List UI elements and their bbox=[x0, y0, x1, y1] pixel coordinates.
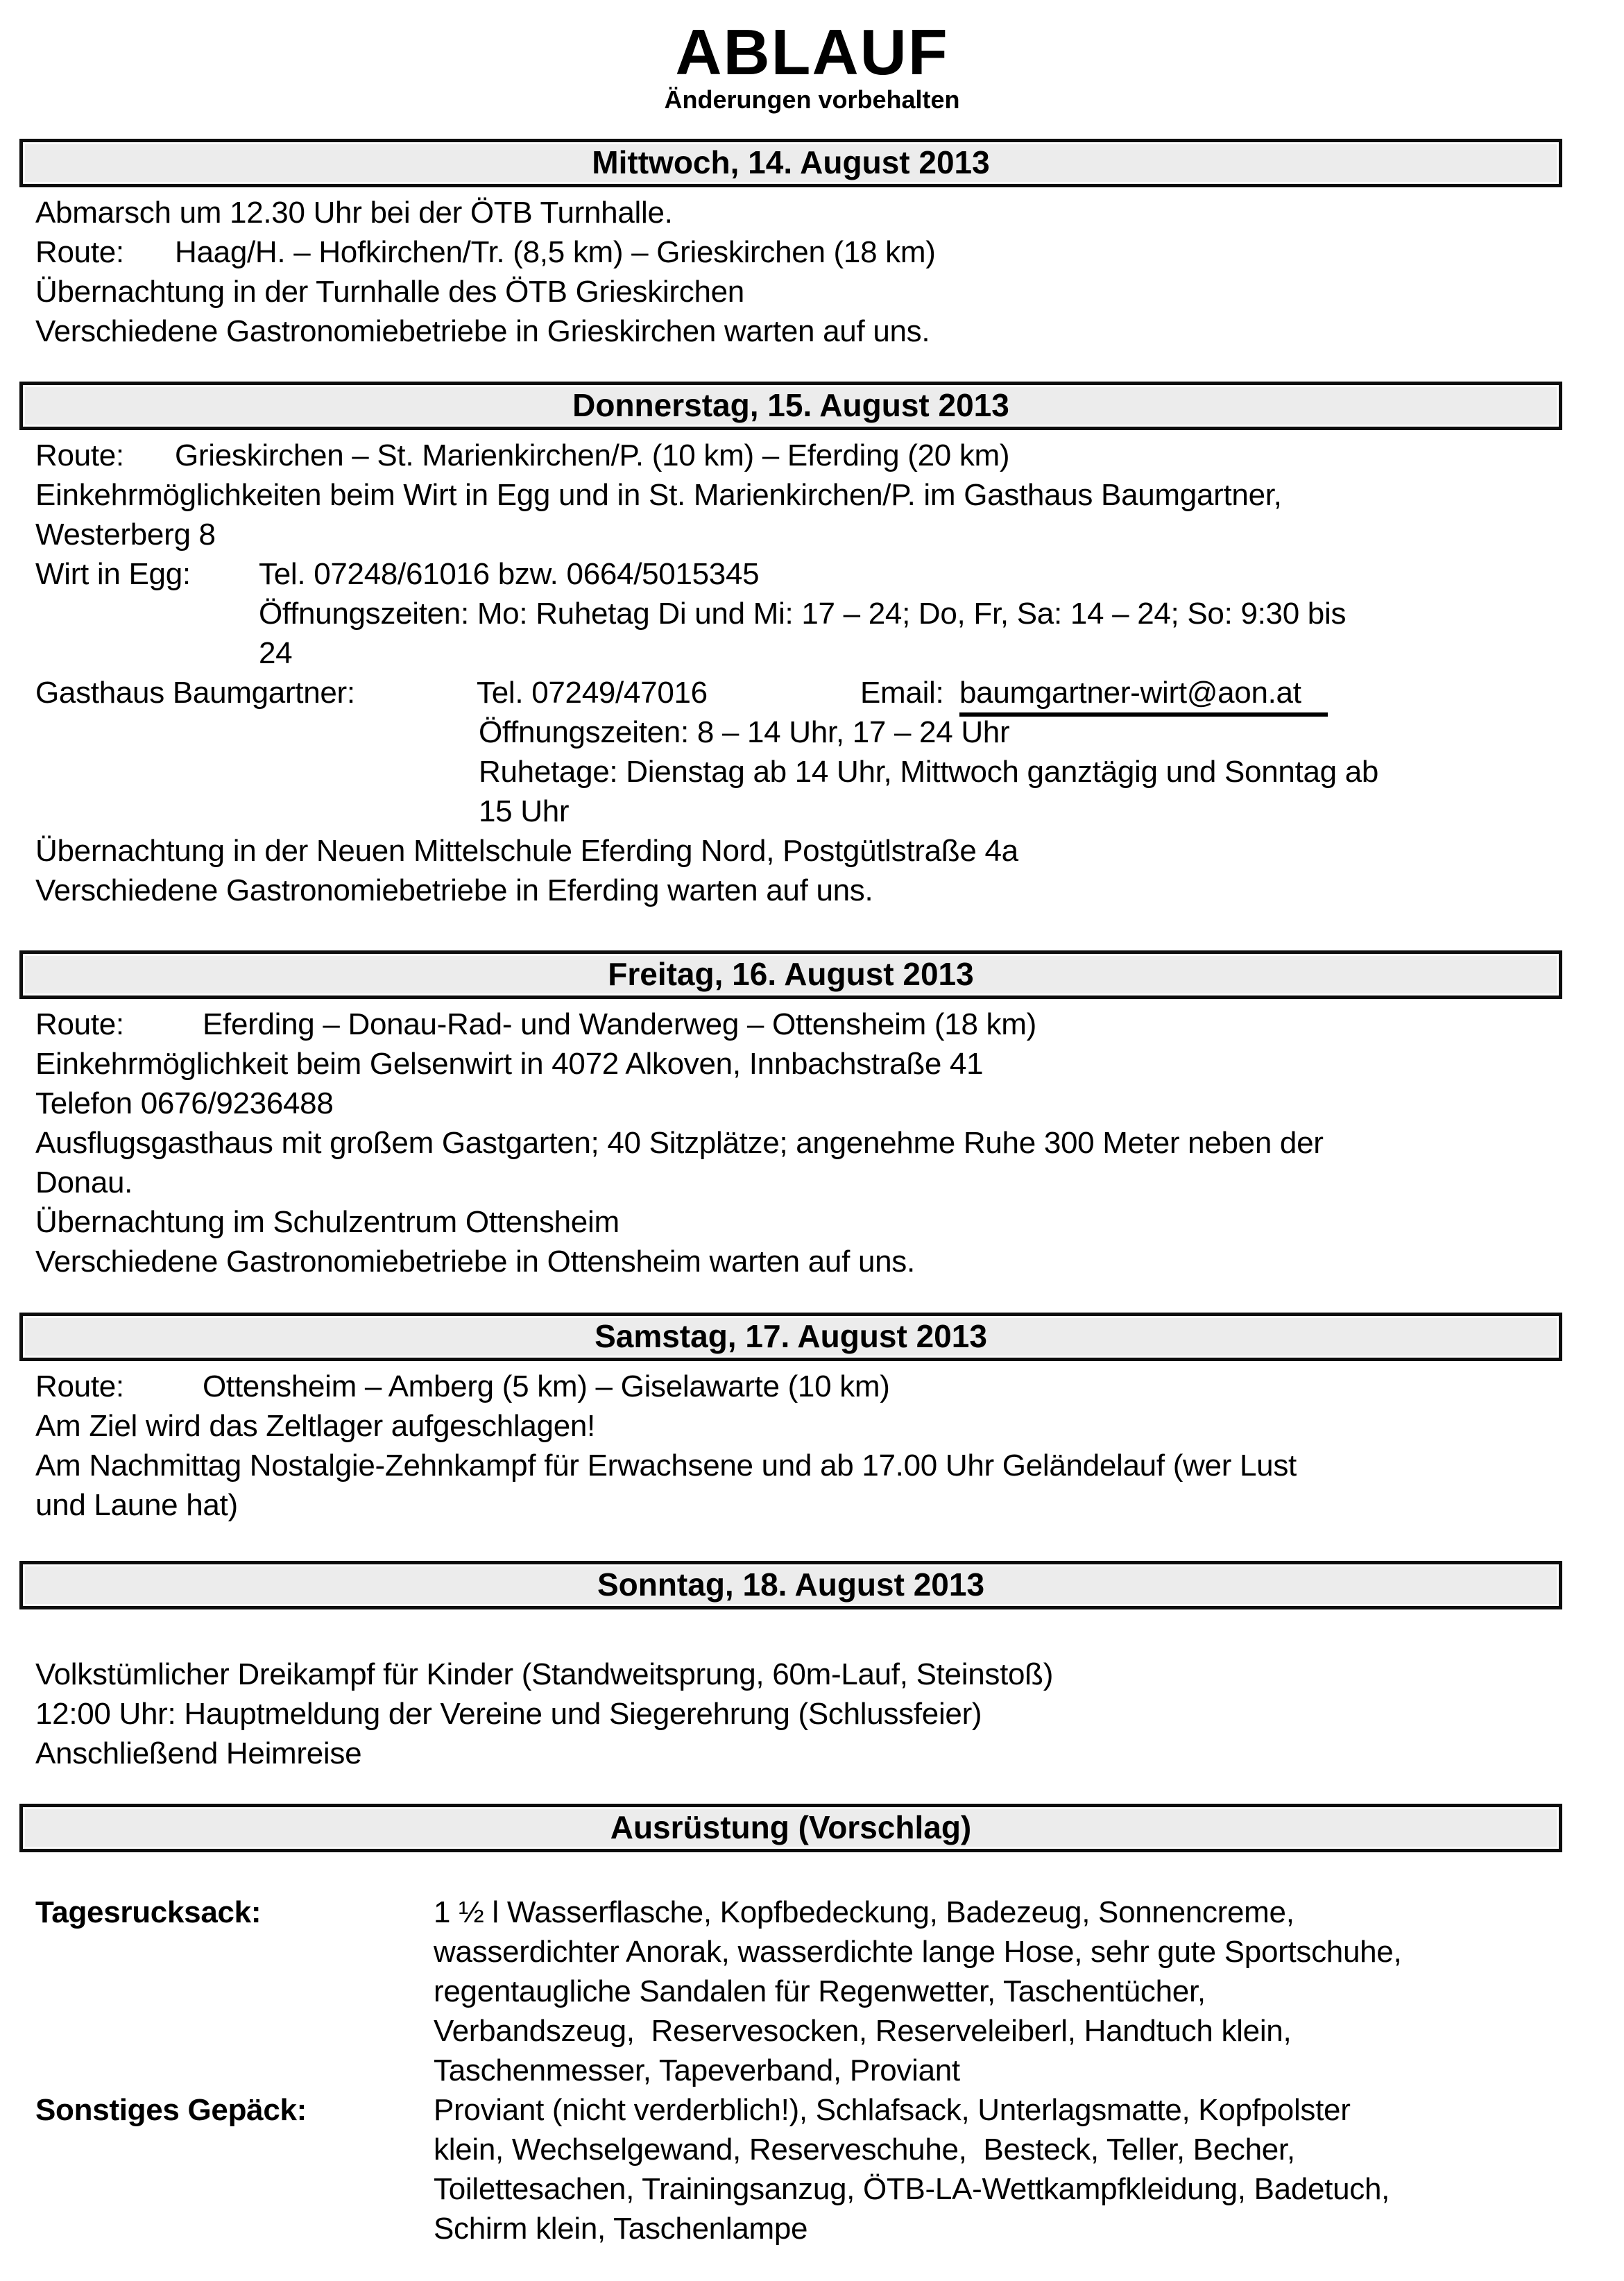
text-segment: Tel. 07249/47016 bbox=[477, 676, 708, 710]
text-line bbox=[0, 1972, 1624, 2011]
text-segment: Verschiedene Gastronomiebetriebe in Ottensheim warten auf uns. bbox=[35, 1245, 915, 1279]
text-line bbox=[0, 1242, 1624, 1281]
text-line bbox=[0, 752, 1624, 792]
text-segment: klein, Wechselgewand, Reserveschuhe, Besteck, Teller, Becher, bbox=[434, 2133, 1295, 2167]
text-segment: Telefon 0676/9236488 bbox=[35, 1086, 334, 1120]
text-segment: Wirt in Egg: bbox=[35, 557, 191, 591]
text-segment: Route: bbox=[35, 235, 124, 269]
section-body bbox=[0, 1005, 1624, 1281]
day-section bbox=[0, 1804, 1624, 2248]
section-header-text: Mittwoch, 14. August 2013 bbox=[592, 144, 990, 180]
text-line bbox=[0, 1202, 1624, 1242]
text-line bbox=[0, 311, 1624, 351]
text-line bbox=[0, 633, 1624, 673]
text-segment: Am Ziel wird das Zeltlager aufgeschlagen! bbox=[35, 1409, 595, 1443]
text-line bbox=[0, 1446, 1624, 1485]
section-header-bar bbox=[19, 1313, 1562, 1361]
document-subtitle: Änderungen vorbehalten bbox=[664, 85, 960, 114]
text-line bbox=[0, 2130, 1624, 2169]
text-line bbox=[0, 1044, 1624, 1084]
section-header-bar bbox=[19, 1804, 1562, 1852]
section-header-text: Ausrüstung (Vorschlag) bbox=[610, 1809, 972, 1845]
text-segment: Route: bbox=[35, 1369, 124, 1403]
text-segment: Taschenmesser, Tapeverband, Proviant bbox=[434, 2053, 960, 2087]
section-header-text: Sonntag, 18. August 2013 bbox=[597, 1566, 985, 1603]
text-line bbox=[0, 1163, 1624, 1202]
section-body bbox=[0, 1893, 1624, 2248]
text-segment: regentaugliche Sandalen für Regenwetter, Taschentücher, bbox=[434, 1974, 1206, 2008]
text-segment: Tel. 07248/61016 bzw. 0664/5015345 bbox=[259, 557, 760, 591]
text-segment: Ruhetage: Dienstag ab 14 Uhr, Mittwoch ganztägig und Sonntag ab bbox=[479, 755, 1379, 789]
text-segment: Anschließend Heimreise bbox=[35, 1736, 362, 1770]
text-segment: Übernachtung in der Neuen Mittelschule Eferding Nord, Postgütlstraße 4a bbox=[35, 834, 1018, 868]
text-segment: Einkehrmöglichkeit beim Gelsenwirt in 4072 Alkoven, Innbachstraße 41 bbox=[35, 1047, 984, 1081]
section-body bbox=[0, 193, 1624, 351]
text-segment: Verbandszeug, Reservesocken, Reserveleiberl, Handtuch klein, bbox=[434, 2014, 1292, 2048]
text-segment: Öffnungszeiten: Mo: Ruhetag Di und Mi: 17 – 24; Do, Fr, Sa: 14 – 24; So: 9:30 bis bbox=[259, 597, 1347, 631]
document-title: ABLAUF bbox=[675, 16, 949, 88]
section-header-text: Donnerstag, 15. August 2013 bbox=[572, 387, 1009, 423]
text-segment: Eferding – Donau-Rad- und Wanderweg – Ottensheim (18 km) bbox=[203, 1007, 1036, 1041]
text-line bbox=[0, 232, 1624, 272]
text-segment: 12:00 Uhr: Hauptmeldung der Vereine und Siegerehrung (Schlussfeier) bbox=[35, 1697, 982, 1731]
text-segment: Schirm klein, Taschenlampe bbox=[434, 2212, 808, 2246]
section-header-bar bbox=[19, 382, 1562, 430]
section-body bbox=[0, 1615, 1624, 1773]
text-line bbox=[0, 1932, 1624, 1972]
text-line bbox=[0, 594, 1624, 633]
text-line bbox=[0, 1655, 1624, 1694]
text-line bbox=[0, 515, 1624, 554]
text-segment: Route: bbox=[35, 1007, 124, 1041]
document-page bbox=[0, 18, 1624, 2281]
text-line bbox=[0, 831, 1624, 871]
field-label: Sonstiges Gepäck: bbox=[35, 2093, 307, 2127]
text-segment: Grieskirchen – St. Marienkirchen/P. (10 km) – Eferding (20 km) bbox=[175, 438, 1010, 472]
text-segment: Verschiedene Gastronomiebetriebe in Eferding warten auf uns. bbox=[35, 873, 873, 907]
text-line bbox=[0, 712, 1624, 752]
text-segment: Ottensheim – Amberg (5 km) – Giselawarte (10 km) bbox=[203, 1369, 890, 1403]
day-section bbox=[0, 1313, 1624, 1525]
text-line bbox=[0, 2090, 1624, 2130]
text-line bbox=[0, 2011, 1624, 2051]
text-segment: Toilettesachen, Trainingsanzug, ÖTB-LA-Wettkampfkleidung, Badetuch, bbox=[434, 2172, 1390, 2206]
sections-container bbox=[0, 139, 1624, 2248]
text-line bbox=[0, 193, 1624, 232]
text-line bbox=[0, 554, 1624, 594]
text-segment: Am Nachmittag Nostalgie-Zehnkampf für Erwachsene und ab 17.00 Uhr Geländelauf (wer Lust bbox=[35, 1449, 1297, 1483]
section-header-bar bbox=[19, 1561, 1562, 1609]
text-segment: 1 ½ l Wasserflasche, Kopfbedeckung, Badezeug, Sonnencreme, bbox=[434, 1895, 1294, 1929]
text-segment: Öffnungszeiten: 8 – 14 Uhr, 17 – 24 Uhr bbox=[479, 715, 1010, 749]
text-segment: Westerberg 8 bbox=[35, 518, 216, 552]
text-segment: 15 Uhr bbox=[479, 794, 570, 828]
text-line bbox=[0, 1893, 1624, 1932]
text-segment: Email: bbox=[860, 676, 952, 710]
text-line bbox=[0, 272, 1624, 311]
text-line bbox=[0, 1694, 1624, 1734]
text-line bbox=[0, 2209, 1624, 2248]
text-line bbox=[0, 673, 1624, 712]
text-line bbox=[0, 1084, 1624, 1123]
text-line bbox=[0, 436, 1624, 475]
day-section bbox=[0, 1561, 1624, 1773]
text-segment: Proviant (nicht verderblich!), Schlafsack, Unterlagsmatte, Kopfpolster bbox=[434, 2093, 1351, 2127]
text-segment: Ausflugsgasthaus mit großem Gastgarten; 40 Sitzplätze; angenehme Ruhe 300 Meter neben der bbox=[35, 1126, 1324, 1160]
section-header-bar bbox=[19, 139, 1562, 187]
text-segment: Donau. bbox=[35, 1165, 133, 1199]
text-line bbox=[0, 1615, 1624, 1655]
section-header-text: Freitag, 16. August 2013 bbox=[608, 956, 974, 992]
text-segment: 24 bbox=[259, 636, 293, 670]
text-segment: und Laune hat) bbox=[35, 1488, 238, 1522]
day-section bbox=[0, 950, 1624, 1281]
text-segment: Volkstümlicher Dreikampf für Kinder (Standweitsprung, 60m-Lauf, Steinstoß) bbox=[35, 1657, 1054, 1691]
email-link[interactable]: baumgartner-wirt@aon.at bbox=[959, 673, 1328, 717]
text-segment: Gasthaus Baumgartner: bbox=[35, 676, 355, 710]
field-label: Tagesrucksack: bbox=[35, 1895, 262, 1929]
text-line bbox=[0, 1485, 1624, 1525]
text-segment: Haag/H. – Hofkirchen/Tr. (8,5 km) – Grieskirchen (18 km) bbox=[175, 235, 936, 269]
text-line bbox=[0, 2051, 1624, 2090]
section-body bbox=[0, 1367, 1624, 1525]
text-segment: Route: bbox=[35, 438, 124, 472]
text-line bbox=[0, 1123, 1624, 1163]
text-line bbox=[0, 2169, 1624, 2209]
text-line bbox=[0, 792, 1624, 831]
day-section bbox=[0, 382, 1624, 910]
text-line bbox=[0, 871, 1624, 910]
day-section bbox=[0, 139, 1624, 351]
section-header-bar bbox=[19, 950, 1562, 999]
text-segment: Einkehrmöglichkeiten beim Wirt in Egg und in St. Marienkirchen/P. im Gasthaus Baumgartner, bbox=[35, 478, 1282, 512]
text-line bbox=[0, 1406, 1624, 1446]
section-header-text: Samstag, 17. August 2013 bbox=[595, 1318, 987, 1354]
text-line bbox=[0, 475, 1624, 515]
text-line bbox=[0, 1367, 1624, 1406]
section-body bbox=[0, 436, 1624, 910]
text-line bbox=[0, 1005, 1624, 1044]
text-segment: wasserdichter Anorak, wasserdichte lange Hose, sehr gute Sportschuhe, bbox=[434, 1935, 1402, 1969]
text-segment: Übernachtung im Schulzentrum Ottensheim bbox=[35, 1205, 619, 1239]
text-line bbox=[0, 1734, 1624, 1773]
text-segment: Übernachtung in der Turnhalle des ÖTB Grieskirchen bbox=[35, 275, 744, 309]
text-segment: Abmarsch um 12.30 Uhr bei der ÖTB Turnhalle. bbox=[35, 196, 673, 230]
text-segment: Verschiedene Gastronomiebetriebe in Grieskirchen warten auf uns. bbox=[35, 314, 930, 348]
